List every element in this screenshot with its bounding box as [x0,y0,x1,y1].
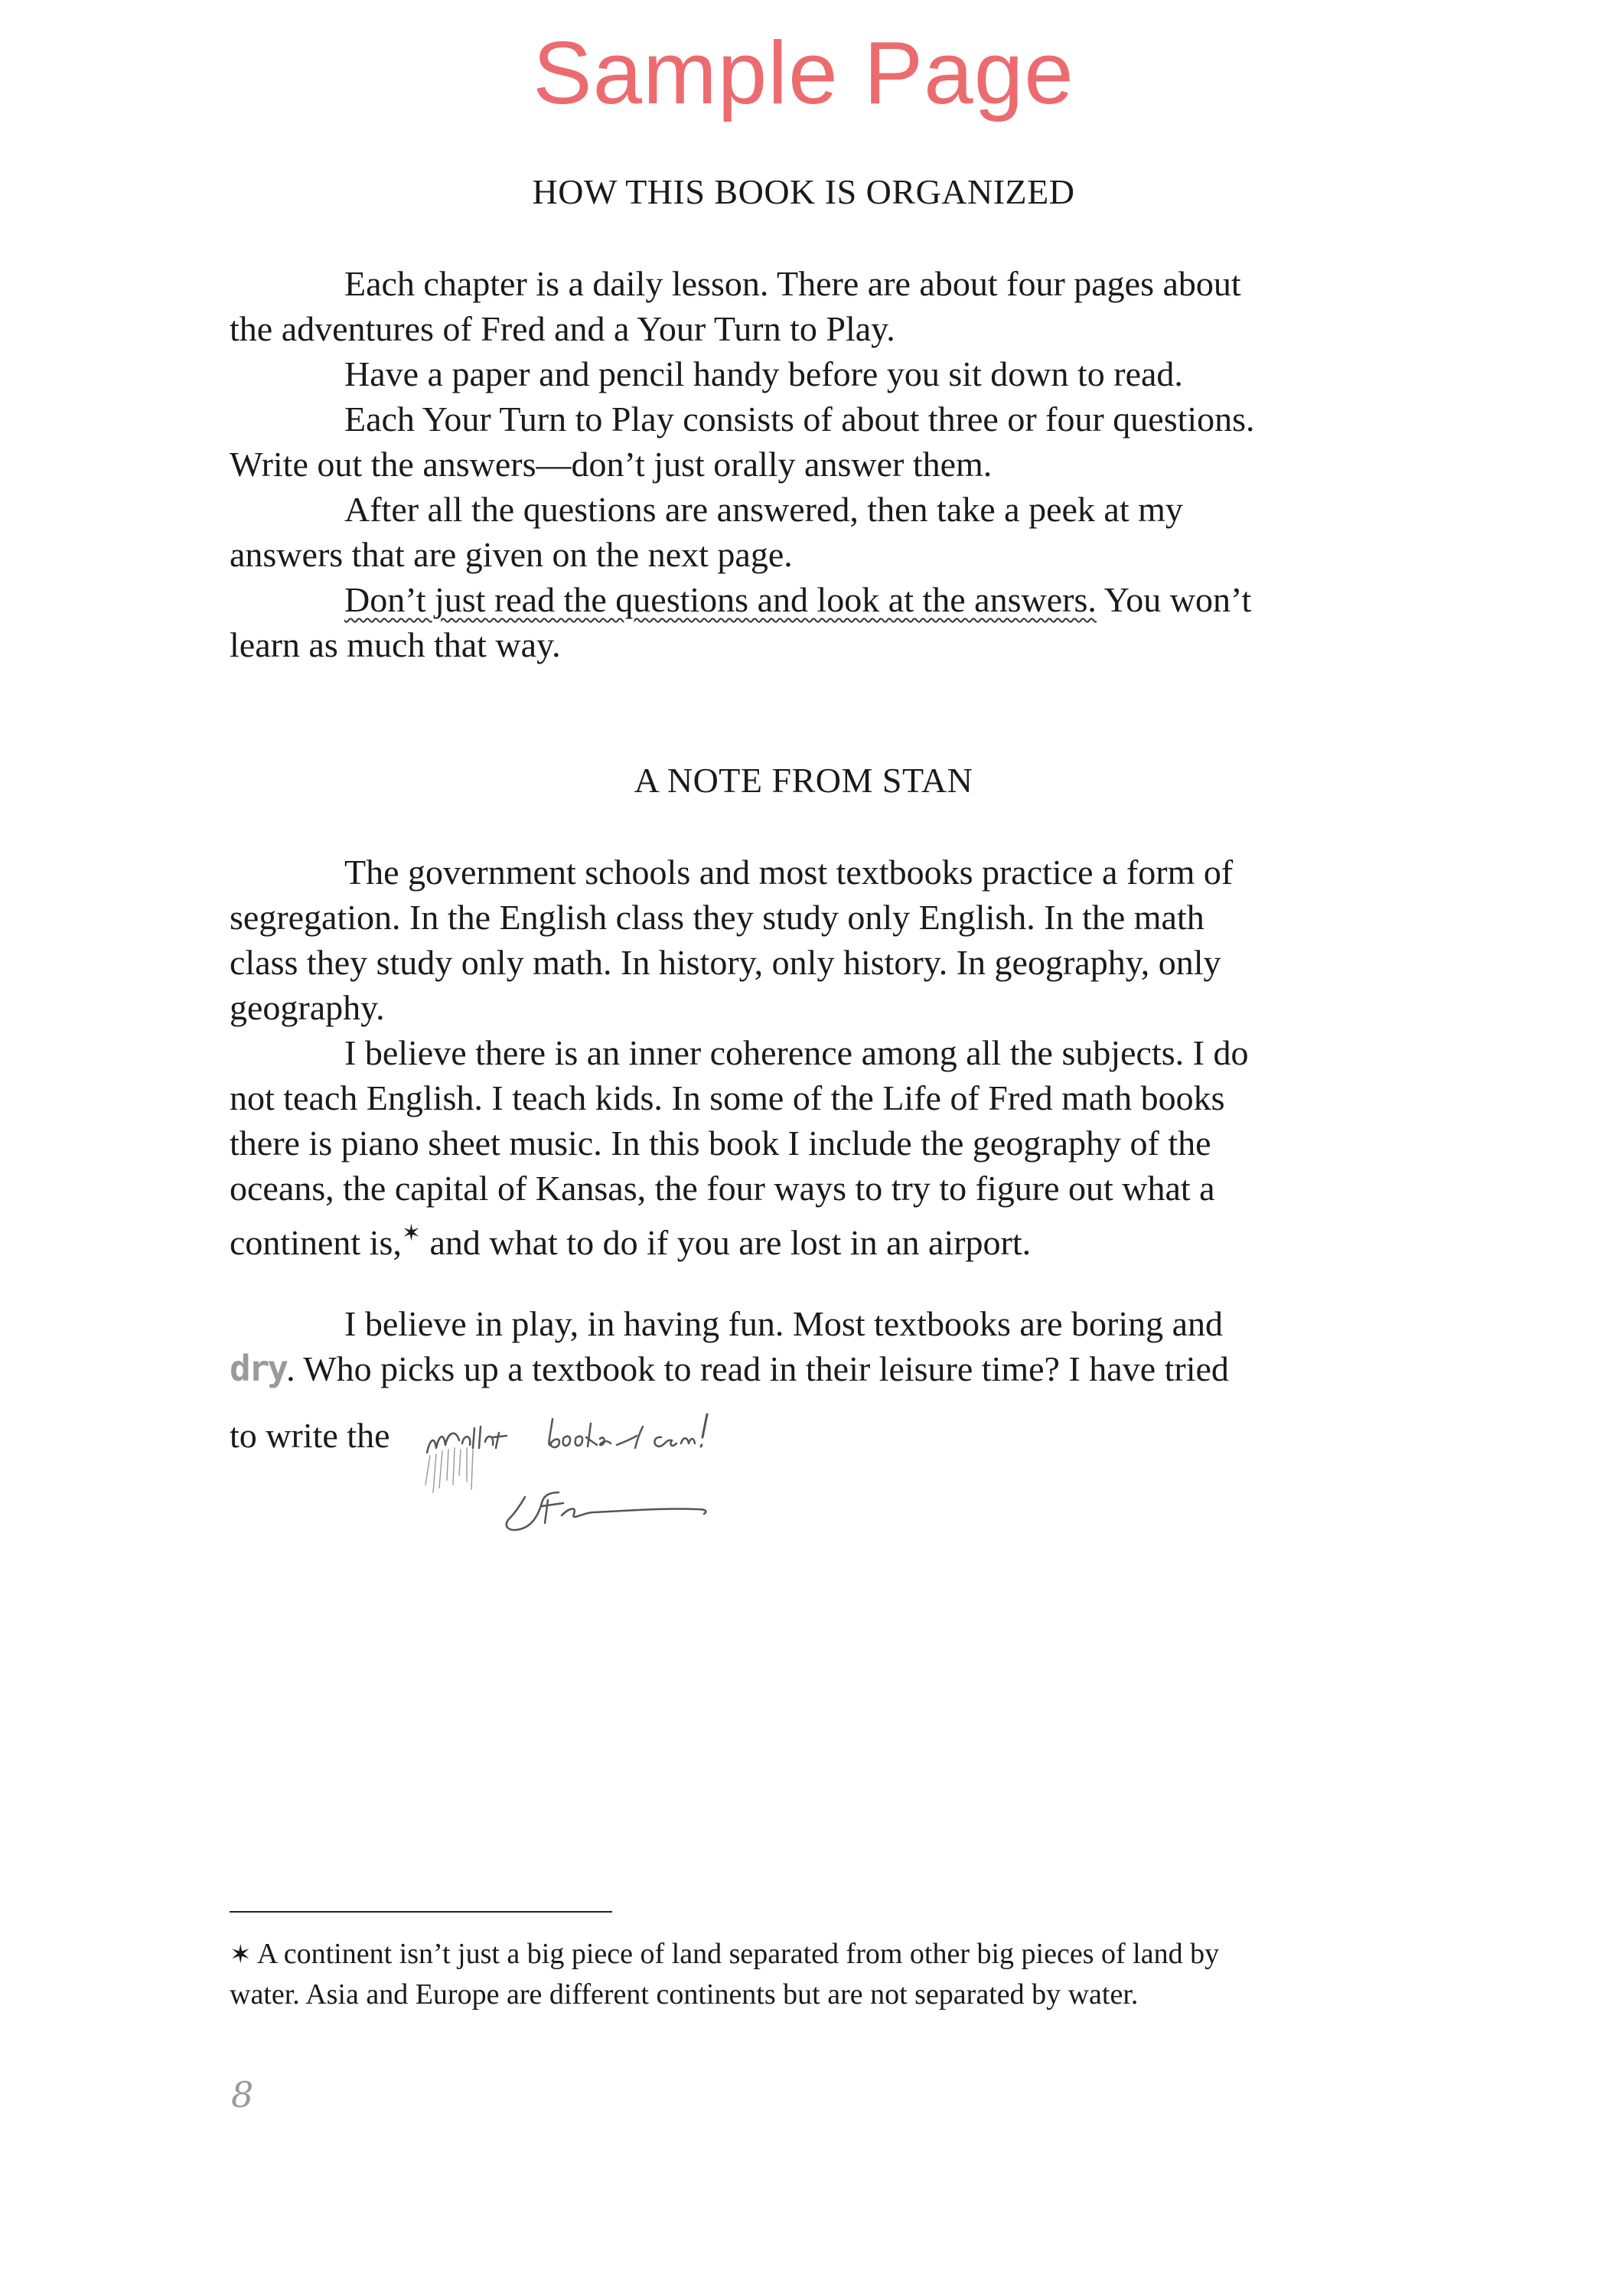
text-line: oceans, the capital of Kansas, the four ways to try to figure out what a [230,1169,1215,1208]
text-line: Write out the answers—don’t just orally answer them. [230,445,993,484]
handwritten-signature-image [413,1401,765,1569]
section-heading-organized: HOW THIS BOOK IS ORGANIZED [532,172,1075,211]
section-heading-note-from-stan: A NOTE FROM STAN [634,761,973,800]
text-fragment: continent is, [230,1223,402,1262]
footnote-line [230,1934,1377,1975]
text-line: class they study only math. In history, only history. In geography, only [230,943,1221,982]
text-line: the adventures of Fred and a Your Turn to Play. [230,309,895,348]
page-number: 8 [231,2074,254,2115]
sample-page-watermark: Sample Page [533,23,1074,122]
text-line: learn as much that way. [230,625,561,664]
footnote-marker: ✶ [230,1939,252,1970]
text-fragment: and what to do if you are lost in an airport. [421,1223,1032,1262]
text-line: segregation. In the English class they study only English. In the math [230,898,1204,937]
footnote-marker: ✶ [401,1221,421,1246]
footnote-line: water. Asia and Europe are different continents but are not separated by water. [230,1978,1139,2011]
text-line: Each Your Turn to Play consists of about three or four questions. [344,400,1255,439]
section-note-play-paragraph [230,1301,1354,1458]
text-line: there is piano sheet music. In this book I include the geography of the [230,1124,1211,1163]
text-line [230,1211,1354,1265]
text-line [230,1346,1354,1391]
text-line: The government schools and most textbooks practice a form of [344,853,1234,892]
text-line [230,577,1354,622]
text-fragment: You won’t [1096,580,1252,619]
footnote [230,1934,1377,2014]
text-line: Each chapter is a daily lesson. There are about four pages about [344,264,1241,303]
text-line: I believe there is an inner coherence among all the subjects. I do [344,1033,1249,1072]
text-line: geography. [230,988,385,1027]
text-line: not teach English. I teach kids. In some of the Life of Fred math books [230,1078,1225,1117]
footnote-divider [230,1911,612,1913]
dotted-word-dry: dry [230,1348,287,1389]
text-line: I believe in play, in having fun. Most textbooks are boring and [344,1304,1224,1343]
text-line: After all the questions are answered, then take a peek at my [344,490,1183,529]
text-line: Have a paper and pencil handy before you sit down to read. [344,354,1183,393]
section-note-body [230,850,1354,1265]
wavy-underlined-sentence: Don’t just read the questions and look at the answers. [344,580,1097,619]
text-line: answers that are given on the next page. [230,535,793,574]
section-organized-body [230,261,1354,667]
text-fragment: A continent isn’t just a big piece of land separated from other big pieces of land by [251,1938,1220,1970]
text-line: to write the [230,1416,390,1455]
text-fragment: . Who picks up a textbook to read in their leisure time? I have tried [286,1349,1229,1388]
